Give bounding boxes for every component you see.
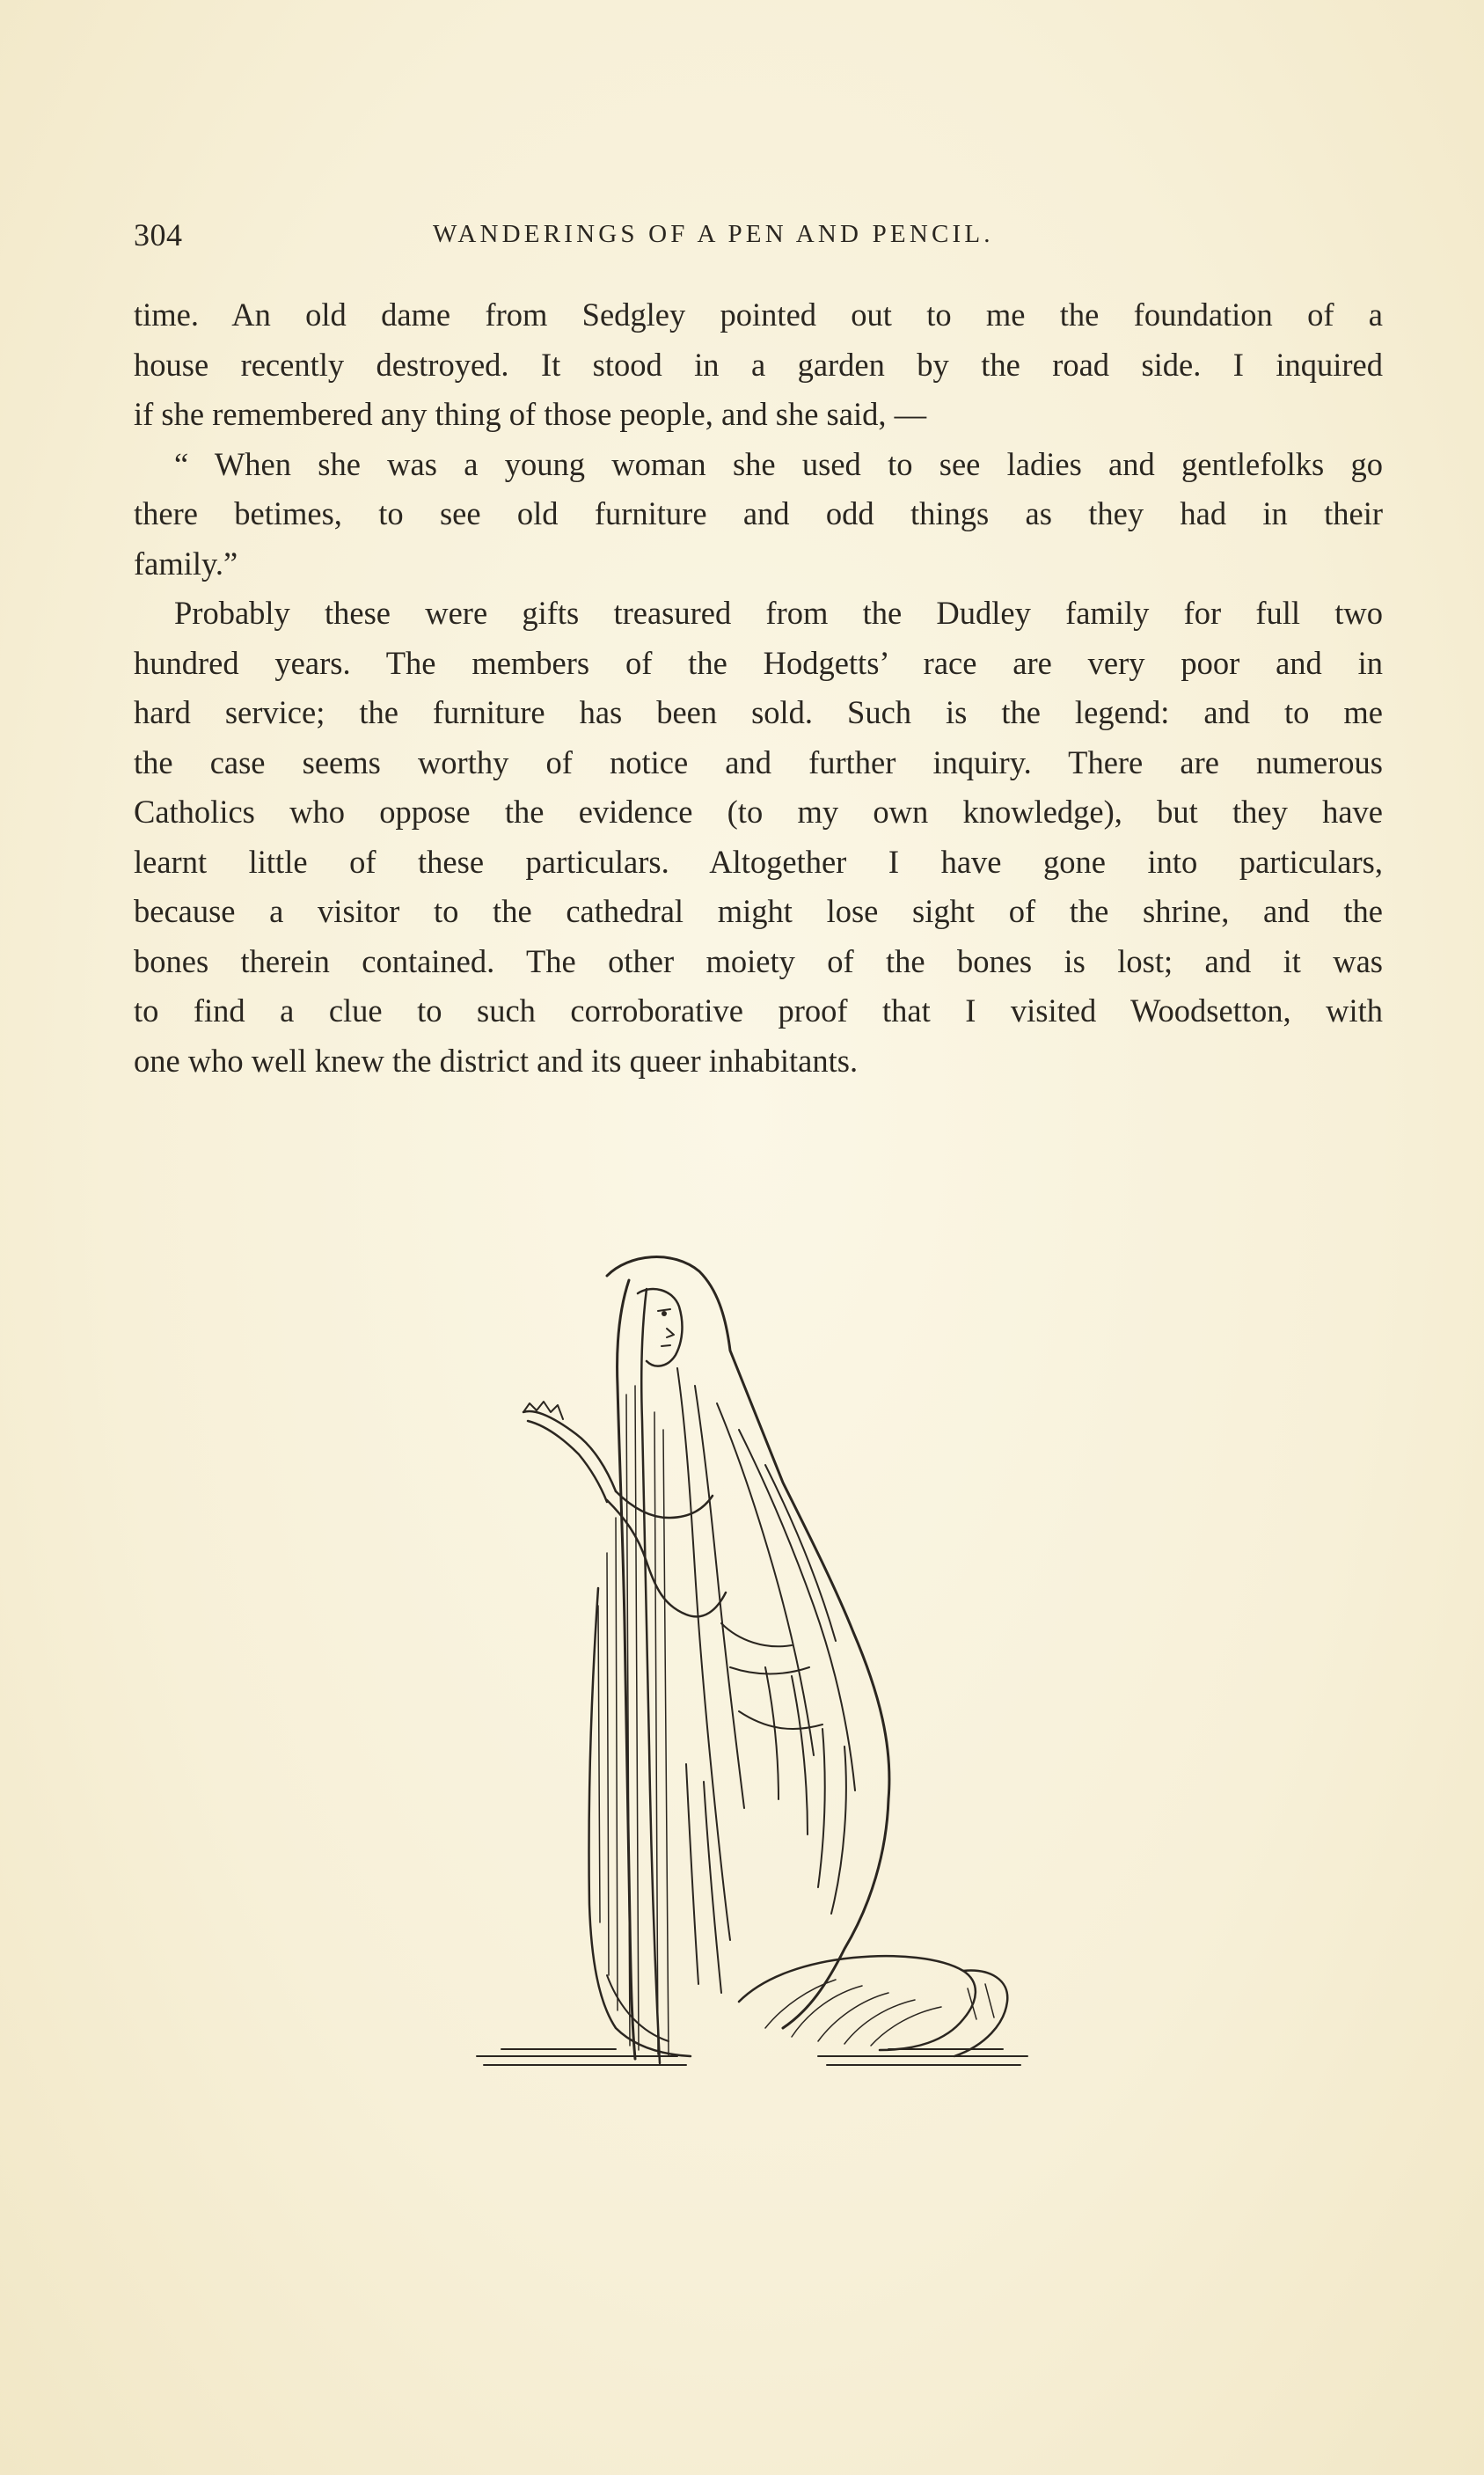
text-line: one who well knew the district and its queer inhabitants. (134, 1042, 859, 1079)
text-line: Catholics who oppose the evidence (to my own knowledge), but they have (134, 794, 1383, 830)
text-line: time. An old dame from Sedgley pointed out to me the foundation of a (134, 297, 1383, 333)
text-line: family.” (134, 545, 238, 582)
text-line: because a visitor to the cathedral might lose sight of the shrine, and the (134, 893, 1383, 929)
text-line: hard service; the furniture has been sold. Such is the legend: and to me (134, 694, 1383, 730)
text-line: hundred years. The members of the Hodgetts’ race are very poor and in (134, 644, 1383, 681)
text-line: “ When she was a young woman she used to see ladies and gentlefolks go (174, 445, 1383, 482)
running-head: WANDERINGS OF A PEN AND PENCIL. (433, 220, 994, 248)
page-header (134, 216, 1383, 260)
kneeling-praying-woman-engraving-icon (475, 1254, 1038, 2103)
text-line: Probably these were gifts treasured from the Dudley family for full two (174, 595, 1383, 631)
text-line: learnt little of these particulars. Altogether I have gone into particulars, (134, 843, 1383, 880)
page-number: 304 (134, 217, 183, 253)
text-line: the case seems worthy of notice and further inquiry. There are numerous (134, 743, 1383, 780)
body-text (134, 290, 1383, 1086)
text-line: bones therein contained. The other moiety of the bones is lost; and it was (134, 942, 1383, 979)
text-line: house recently destroyed. It stood in a garden by the road side. I inquired (134, 346, 1383, 383)
text-line: to find a clue to such corroborative proof that I visited Woodsetton, with (134, 992, 1383, 1029)
text-line: there betimes, to see old furniture and odd things as they had in their (134, 495, 1383, 531)
text-line: if she remembered any thing of those people, and she said, — (134, 396, 927, 432)
